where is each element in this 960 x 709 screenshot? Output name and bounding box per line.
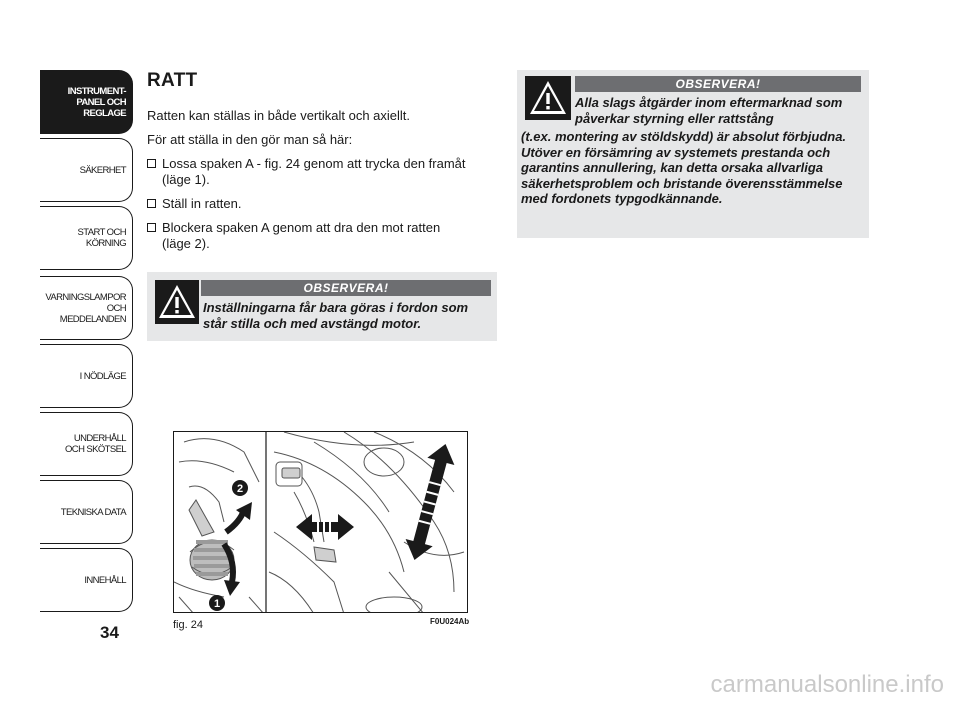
warning-text-indented: Alla slags åtgärder inom eftermarknad som påverkar styrning eller rattstång — [575, 95, 843, 126]
warning-triangle-icon — [525, 76, 571, 120]
list-item — [147, 196, 497, 212]
tab-i-nodlage[interactable] — [40, 344, 133, 408]
tab-sakerhet[interactable] — [40, 138, 133, 202]
figure-caption: fig. 24 — [173, 619, 203, 631]
tab-label: INSTRUMENT- PANEL OCH REGLAGE — [67, 85, 126, 119]
tab-label: VARNINGSLAMPOR OCH MEDDELANDEN — [45, 291, 126, 325]
steps-intro-text: För att ställa in den gör man så här: — [147, 132, 353, 147]
tab-underhall[interactable] — [40, 412, 133, 476]
warning-text: Inställningarna får bara göras i fordon som står stilla och med avstängd motor. — [203, 300, 469, 331]
warning-title: OBSERVERA! — [201, 280, 491, 296]
tab-label: UNDERHÅLL OCH SKÖTSEL — [65, 433, 126, 455]
warning-triangle-icon — [155, 280, 199, 324]
tab-tekniska-data[interactable] — [40, 480, 133, 544]
warning-box-right — [517, 70, 869, 238]
list-item — [147, 220, 497, 252]
checkbox-bullet-icon — [147, 199, 156, 208]
tab-label: TEKNISKA DATA — [60, 506, 126, 518]
tab-start-och-korning[interactable] — [40, 206, 133, 270]
intro-text: Ratten kan ställas in både vertikalt och axiellt. — [147, 108, 411, 123]
figure-steering-lever — [173, 431, 468, 613]
tab-varningslampor[interactable] — [40, 276, 133, 340]
tab-label: SÄKERHET — [79, 164, 126, 176]
warning-text-full: (t.ex. montering av stöldskydd) är absolut förbjudna. Utöver en försämring av systemets prestanda och garantins annullering, kan detta orsaka allvarliga säkerhetsproblem och bristande överensstämmelse med fordonets typgodkännande. — [521, 129, 847, 207]
step-text: Ställ in ratten. — [162, 196, 242, 211]
marker-2: 2 — [236, 483, 244, 495]
warning-box-left — [147, 272, 497, 341]
tab-label: I NÖDLÄGE — [79, 370, 126, 382]
steering-lever-illustration — [174, 432, 468, 613]
page-number: 34 — [100, 623, 119, 642]
watermark: carmanualsonline.info — [710, 671, 944, 698]
figure-code: F0U024Ab — [430, 617, 470, 626]
section-title: RATT — [147, 70, 198, 91]
tab-label: START OCH KÖRNING — [77, 227, 126, 249]
checkbox-bullet-icon — [147, 223, 156, 232]
step-text: Blockera spaken A genom att dra den mot ratten (läge 2). — [162, 220, 441, 251]
step-text: Lossa spaken A - fig. 24 genom att trycka den framåt (läge 1). — [162, 156, 466, 187]
warning-title: OBSERVERA! — [575, 76, 861, 92]
tab-label: INNEHÅLL — [84, 574, 126, 586]
tab-innehall[interactable] — [40, 548, 133, 612]
tab-instrumentpanel[interactable] — [40, 70, 133, 134]
marker-1: 1 — [213, 598, 221, 610]
checkbox-bullet-icon — [147, 159, 156, 168]
list-item — [147, 156, 497, 188]
